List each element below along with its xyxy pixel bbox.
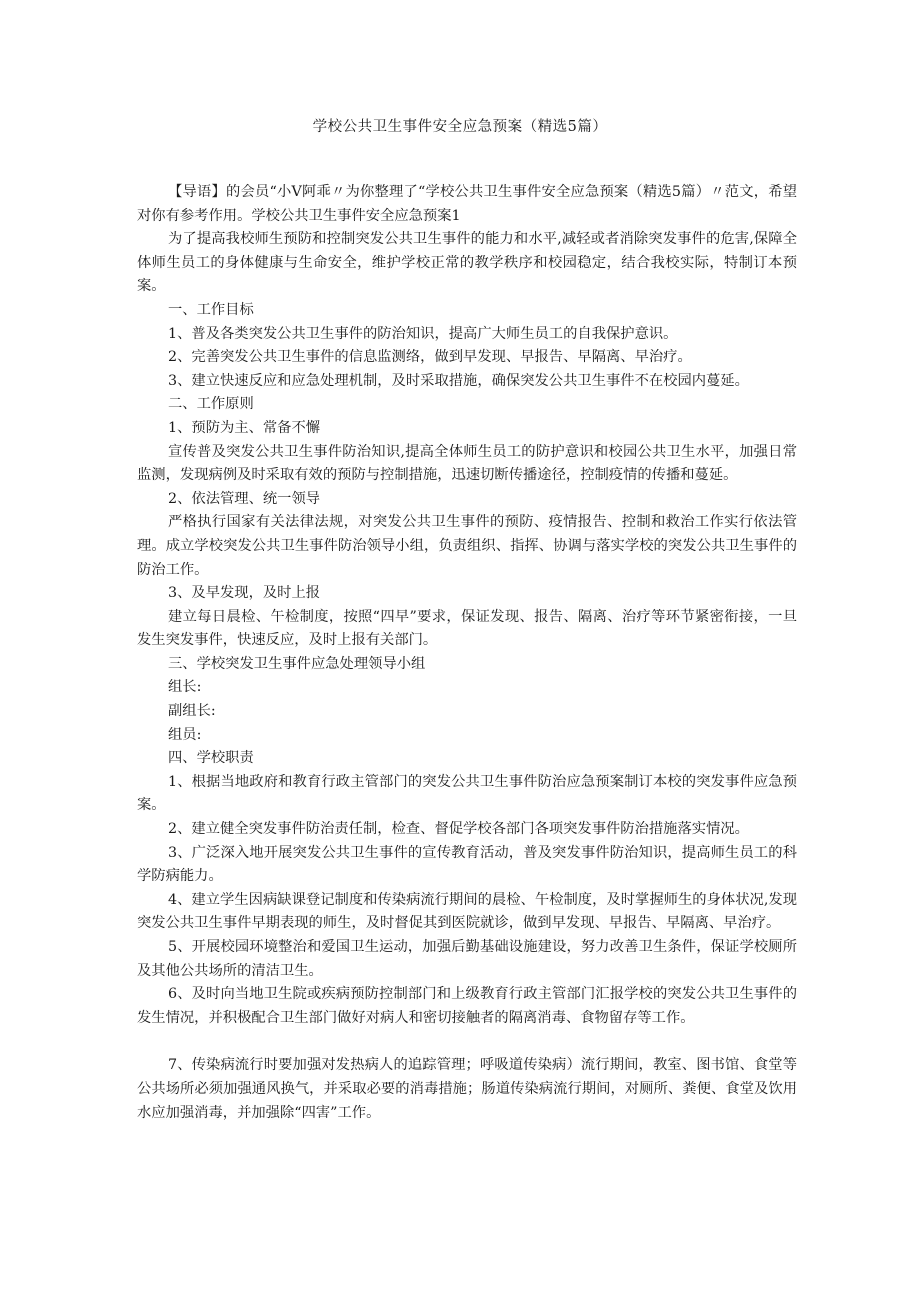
principle-heading-3: 3、及早发现，及时上报 [168, 585, 321, 602]
duty-item-7: 7、传染病流行时要加强对发热病人的追踪管理；呼吸道传染病）流行期间，教室、图书馆、食堂等公共场所必须加强通风换气，并采取必要的消毒措施；肠道传染病流行期间，对厕所、粪便、食堂及饮用水应加强消毒，并加强除“四害”工作。 [137, 1057, 797, 1121]
principle-heading-1: 1、预防为主、常备不懈 [168, 419, 321, 436]
document-body [137, 181, 797, 1125]
duty-item-3: 3、广泛深入地开展突发公共卫生事件的宣传教育活动，普及突发事件防治知识，提高师生员工的科学防病能力。 [137, 844, 797, 885]
principle-heading-2: 2、依法管理、统一领导 [168, 490, 321, 507]
leader-line: 组长: [168, 679, 202, 696]
section-heading-duties: 四、学校职责 [168, 750, 254, 767]
duty-item-6: 6、及时向当地卫生院或疾病预防控制部门和上级教育行政主管部门汇报学校的突发公共卫生事件的发生情况，并积极配合卫生部门做好对病人和密切接触者的隔离消毒、食物留存等工作。 [137, 986, 797, 1026]
members-line: 组员: [168, 726, 202, 743]
duty-item-5: 5、开展校园环境整治和爱国卫生运动，加强后勤基础设施建设，努力改善卫生条件，保证学校厕所及其他公共场所的清洁卫生。 [137, 939, 797, 979]
principle-paragraph-3: 建立每日晨检、午检制度，按照“四早”要求，保证发现、报告、隔离、治疗等环节紧密衔接，一旦发生突发事件，快速反应，及时上报有关部门。 [137, 608, 797, 649]
document-title: 学校公共卫生事件安全应急预案（精选5篇） [312, 119, 608, 135]
duty-item-2: 2、建立健全突发事件防治责任制，检查、督促学校各部门各项突发事件防治措施落实情况。 [168, 821, 749, 838]
preface-paragraph: 为了提高我校师生预防和控制突发公共卫生事件的能力和水平,减轻或者消除突发事件的危害,保障全体师生员工的身体健康与生命安全，维护学校正常的教学秩序和校园稳定，结合我校实际，特制订本预案。 [137, 231, 797, 295]
section-heading-goals: 一、工作目标 [168, 301, 254, 318]
intro-paragraph: 【导语】的会员“小V阿乖〃为你整理了“学校公共卫生事件安全应急预案（精选5篇）〃范文，希望对你有参考作用。学校公共卫生事件安全应急预案1 [137, 184, 797, 224]
section-heading-leadership: 三、学校突发卫生事件应急处理领导小组 [168, 655, 426, 672]
goal-item-3: 3、建立快速反应和应急处理机制，及时采取措施，确保突发公共卫生事件不在校园内蔓延。 [168, 372, 749, 389]
goal-item-1: 1、普及各类突发公共卫生事件的防治知识，提高广大师生员工的自我保护意识。 [168, 325, 678, 342]
principle-paragraph-2: 严格执行国家有关法律法规，对突发公共卫生事件的预防、疫情报告、控制和救治工作实行依法管理。成立学校突发公共卫生事件防治领导小组，负责组织、指挥、协调与落实学校的突发公共卫生事件的防治工作。 [137, 514, 797, 578]
principle-paragraph-1: 宣传普及突发公共卫生事件防治知识,提高全体师生员工的防护意识和校园公共卫生水平，加强日常监测，发现病例及时采取有效的预防与控制措施，迅速切断传播途径，控制疫情的传播和蔓延。 [137, 443, 797, 484]
section-heading-principles: 二、工作原则 [168, 396, 254, 413]
duty-item-1: 1、根据当地政府和教育行政主管部门的突发公共卫生事件防治应急预案制订本校的突发事件应急预案。 [137, 773, 797, 814]
goal-item-2: 2、完善突发公共卫生事件的信息监测络，做到早发现、早报告、早隔离、早治疗。 [168, 349, 692, 366]
duty-item-4: 4、建立学生因病缺课登记制度和传染病流行期间的晨检、午检制度，及时掌握师生的身体状况,发现突发公共卫生事件早期表现的师生，及时督促其到医院就诊，做到早发现、早报告、早隔离、早治疗。 [137, 891, 797, 932]
deputy-leader-line: 副组长: [168, 703, 216, 720]
